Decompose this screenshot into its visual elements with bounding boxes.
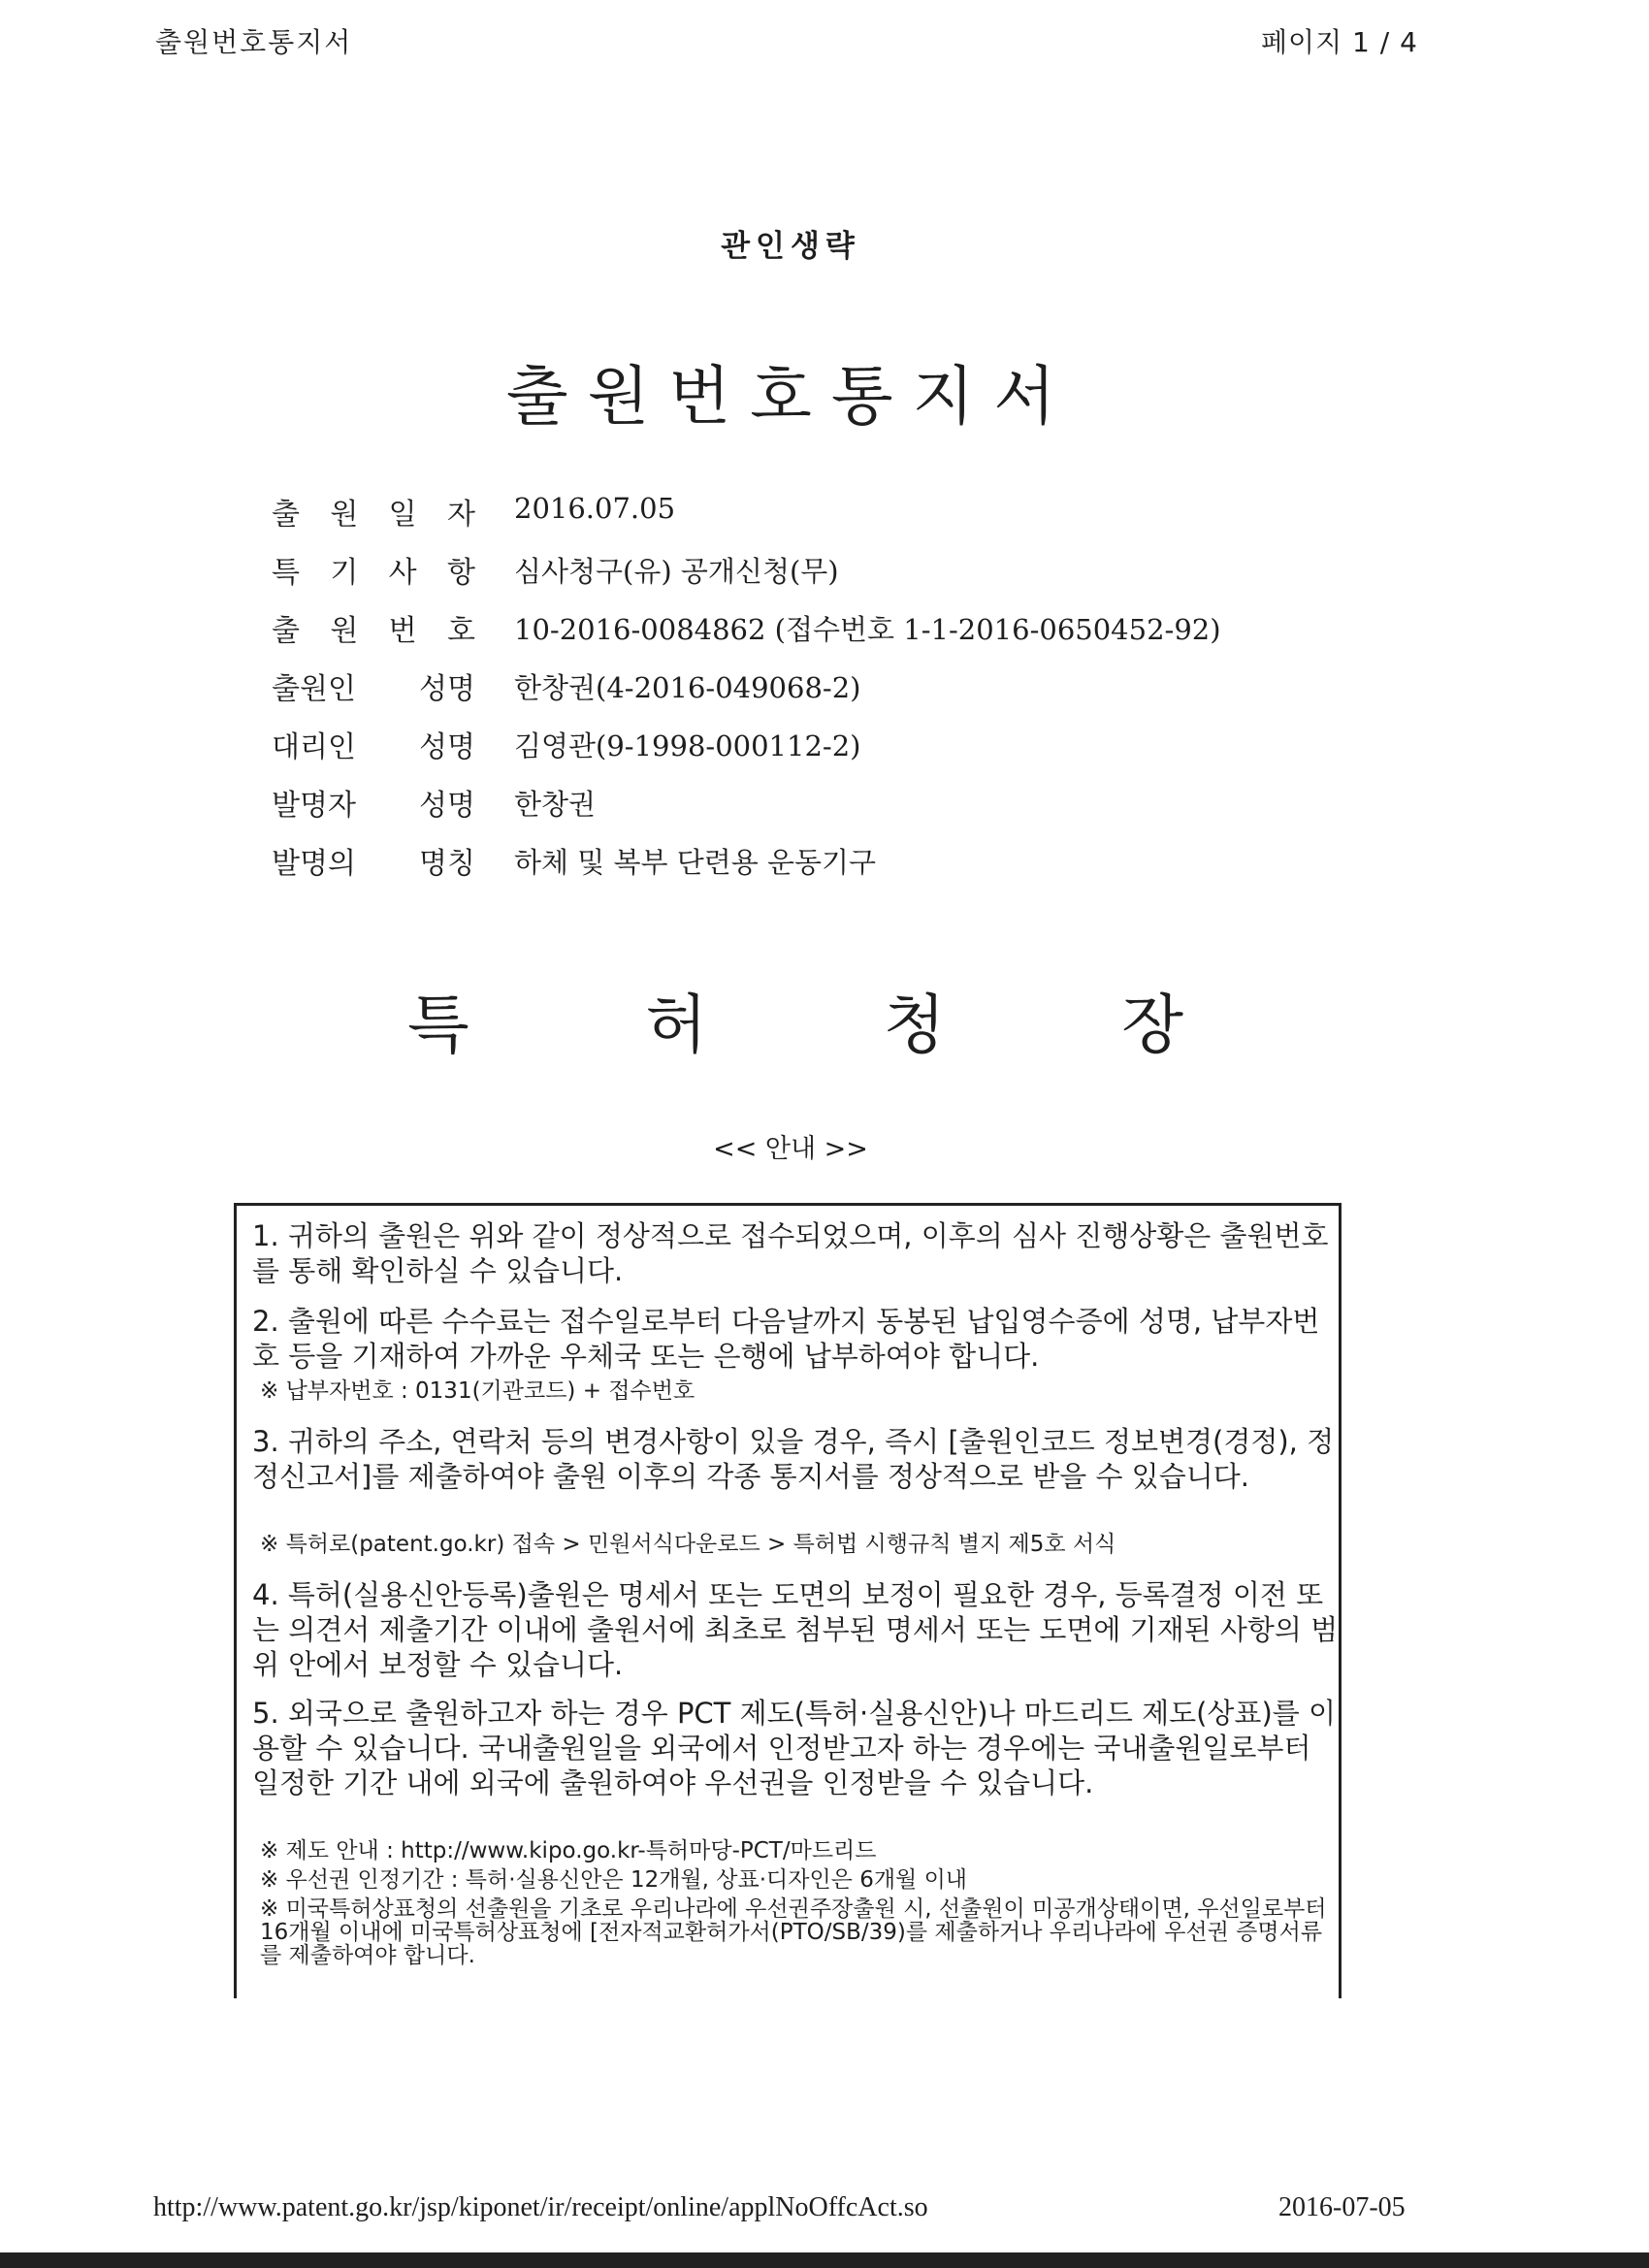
field-label-part: 성명 bbox=[419, 672, 475, 706]
notice-item-5-note-3: ※ 미국특허상표청의 선출원을 기초로 우리나라에 우선권주장출원 시, 선출원이 미공개상태이면, 우선일로부터 16개월 이내에 미국특허상표청에 [전자적교환허가서(PTO/SB/39)를 제출하거나 우리나라에 우선권 증명서류를 제출하여야 합니다. bbox=[260, 1896, 1327, 1968]
field-label-part: 일 bbox=[388, 498, 417, 532]
field-label-part: 특 bbox=[272, 556, 300, 590]
field-value-special-notes: 심사청구(유) 공개신청(무) bbox=[514, 555, 839, 588]
field-label-part: 발명의 bbox=[272, 847, 356, 881]
header-document-name: 출원번호통지서 bbox=[155, 26, 353, 58]
notice-item-5: 5. 외국으로 출원하고자 하는 경우 PCT 제도(특허·실용신안)나 마드리드 제도(상표)를 이용할 수 있습니다. 국내출원일을 외국에서 인정받고자 하는 경우에는 국내출원일로부터 일정한 기간 내에 외국에 출원하여야 우선권을 인정받을 수 있습니다. bbox=[252, 1697, 1337, 1799]
scan-edge-band bbox=[0, 2252, 1649, 2268]
field-label-special-notes bbox=[272, 548, 475, 591]
field-label-part: 출원인 bbox=[272, 672, 356, 706]
field-label-application-number bbox=[272, 606, 475, 649]
notice-item-2: 2. 출원에 따른 수수료는 접수일로부터 다음날까지 동봉된 납입영수증에 성명, 납부자번호 등을 기재하여 가까운 우체국 또는 은행에 납부하여야 합니다. bbox=[252, 1305, 1320, 1373]
notice-heading: << 안내 >> bbox=[713, 1134, 868, 1164]
notice-item-5-note-1: ※ 제도 안내 : http://www.kipo.go.kr-특허마당-PCT/마드리드 bbox=[260, 1838, 877, 1863]
field-label-part: 항 bbox=[446, 556, 475, 590]
field-label-invention-title bbox=[272, 839, 475, 882]
field-label-part: 호 bbox=[446, 614, 475, 648]
field-label-applicant-name bbox=[272, 664, 475, 707]
field-value-agent-name: 김영관(9-1998-000112-2) bbox=[514, 729, 861, 762]
field-label-part: 기 bbox=[330, 556, 359, 590]
field-label-part: 자 bbox=[446, 498, 475, 532]
field-label-part: 명칭 bbox=[419, 847, 475, 881]
field-label-agent-name bbox=[272, 723, 475, 765]
notice-item-5-note-2: ※ 우선권 인정기간 : 특허·실용신안은 12개월, 상표·디자인은 6개월 이내 bbox=[260, 1867, 968, 1893]
field-label-filing-date bbox=[272, 490, 475, 533]
field-label-part: 번 bbox=[388, 614, 417, 648]
field-value-applicant-name: 한창권(4-2016-049068-2) bbox=[514, 671, 861, 704]
commissioner-char: 허 bbox=[645, 988, 708, 1062]
seal-omitted-note: 관인생략 bbox=[721, 229, 860, 264]
field-value-invention-title: 하체 및 복부 단련용 운동기구 bbox=[514, 846, 877, 879]
notice-item-3-note: ※ 특허로(patent.go.kr) 접속 > 민원서식다운로드 > 특허법 시행규칙 별지 제5호 서식 bbox=[260, 1532, 1116, 1557]
footer-url: http://www.patent.go.kr/jsp/kiponet/ir/receipt/online/applNoOffcAct.so bbox=[153, 2192, 928, 2222]
field-value-application-number: 10-2016-0084862 (접수번호 1-1-2016-0650452-92) bbox=[514, 613, 1221, 646]
field-label-part: 사 bbox=[388, 556, 417, 590]
notice-item-1: 1. 귀하의 출원은 위와 같이 정상적으로 접수되었으며, 이후의 심사 진행상황은 출원번호를 통해 확인하실 수 있습니다. bbox=[252, 1219, 1329, 1287]
footer-date: 2016-07-05 bbox=[1278, 2192, 1406, 2222]
field-label-part: 발명자 bbox=[272, 789, 356, 823]
commissioner-char: 특 bbox=[407, 988, 469, 1062]
field-label-part: 출 bbox=[272, 498, 300, 532]
notice-item-4: 4. 특허(실용신안등록)출원은 명세서 또는 도면의 보정이 필요한 경우, 등록결정 이전 또는 의견서 제출기간 이내에 출원서에 최초로 첨부된 명세서 또는 도면에 기재된 사항의 범위 안에서 보정할 수 있습니다. bbox=[252, 1578, 1339, 1681]
field-label-part: 원 bbox=[330, 614, 359, 648]
commissioner-signature bbox=[407, 973, 1183, 1065]
field-value-filing-date: 2016.07.05 bbox=[514, 492, 676, 525]
notice-item-2-note: ※ 납부자번호 : 0131(기관코드) + 접수번호 bbox=[260, 1378, 695, 1404]
page-indicator: 페이지 1 / 4 bbox=[1261, 26, 1418, 58]
commissioner-char: 장 bbox=[1121, 988, 1183, 1062]
field-label-part: 대리인 bbox=[272, 730, 356, 764]
field-label-part: 성명 bbox=[419, 789, 475, 823]
commissioner-char: 청 bbox=[883, 988, 946, 1062]
field-label-part: 성명 bbox=[419, 730, 475, 764]
document-title: 출원번호통지서 bbox=[505, 359, 1076, 434]
field-label-part: 출 bbox=[272, 614, 300, 648]
field-label-part: 원 bbox=[330, 498, 359, 532]
notice-item-3: 3. 귀하의 주소, 연락처 등의 변경사항이 있을 경우, 즉시 [출원인코드 정보변경(경정), 정정신고서]를 제출하여야 출원 이후의 각종 통지서를 정상적으로 받을 수 있습니다. bbox=[252, 1425, 1335, 1493]
field-label-inventor-name bbox=[272, 781, 475, 824]
field-value-inventor-name: 한창권 bbox=[514, 788, 597, 821]
